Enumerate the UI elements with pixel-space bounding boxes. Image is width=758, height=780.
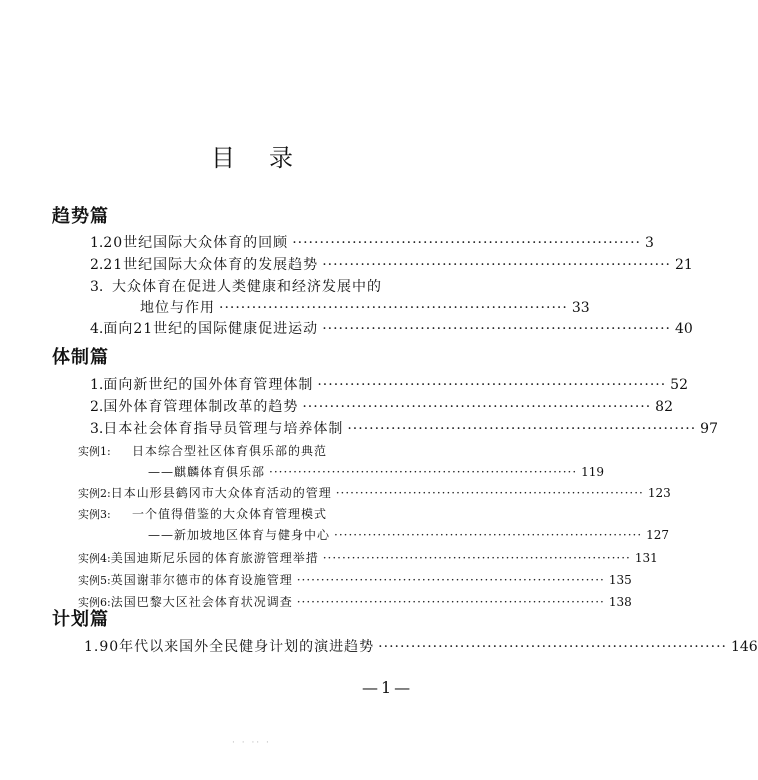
toc-entry[interactable] <box>90 318 693 338</box>
entry-page: 146 <box>730 639 758 655</box>
entry-page: 40 <box>675 321 693 337</box>
toc-entry-continuation[interactable] <box>148 526 670 543</box>
entry-page: 3 <box>645 235 654 251</box>
entry-title: 一个值得借鉴的大众体育管理模式 <box>132 507 328 521</box>
dot-leader: ································································ <box>322 551 631 565</box>
entry-number: 2. <box>90 257 104 273</box>
entry-title: ——新加坡地区体育与健身中心 <box>148 528 331 542</box>
toc-entry[interactable] <box>90 254 693 274</box>
dot-leader: ································································ <box>322 257 671 273</box>
entry-page: 127 <box>646 528 670 542</box>
toc-case-entry[interactable] <box>78 484 671 501</box>
entry-number: 3. <box>90 421 104 437</box>
entry-title: 国外体育管理体制改革的趋势 <box>103 399 299 415</box>
toc-entry[interactable] <box>90 396 673 416</box>
entry-title: 日本综合型社区体育俱乐部的典范 <box>132 444 328 458</box>
dot-leader: ································································ <box>292 235 641 251</box>
entry-page: 138 <box>608 595 632 609</box>
case-number: 实例1: <box>78 445 111 458</box>
entry-title: 大众体育在促进人类健康和经济发展中的 <box>112 279 382 295</box>
toc-entry[interactable] <box>90 232 654 252</box>
dot-leader: ································································ <box>334 528 643 542</box>
dot-leader: ································································ <box>347 421 697 437</box>
page-number: —1— <box>362 678 414 697</box>
entry-title: 地位与作用 <box>140 300 215 316</box>
entry-title: 面向21世纪的国际健康促进运动 <box>103 321 319 337</box>
case-number: 实例3: <box>78 508 111 521</box>
entry-title: 法国巴黎大区社会体育状况调查 <box>110 595 293 609</box>
dot-leader: ································································ <box>335 486 644 500</box>
scan-artifact: · · ·· · <box>232 738 271 748</box>
entry-number: 3. <box>90 279 104 295</box>
toc-entry[interactable] <box>90 418 718 438</box>
entry-page: 97 <box>700 421 718 437</box>
entry-page: 52 <box>670 377 688 393</box>
case-number: 实例5: <box>78 574 111 587</box>
case-number: 实例2: <box>78 487 111 500</box>
dot-leader: ································································ <box>378 639 727 655</box>
toc-case-entry[interactable] <box>78 442 416 459</box>
toc-case-entry[interactable] <box>78 593 632 610</box>
entry-number: 1. <box>90 377 104 393</box>
toc-entry-continuation[interactable] <box>140 297 590 317</box>
toc-entry[interactable] <box>90 374 688 394</box>
entry-title: ——麒麟体育俱乐部 <box>148 465 266 479</box>
entry-title: 日本社会体育指导员管理与培养体制 <box>103 421 344 437</box>
case-number: 实例6: <box>78 596 111 609</box>
entry-number: 2. <box>90 399 104 415</box>
entry-title: 1.90年代以来国外全民健身计划的演进趋势 <box>84 639 375 655</box>
entry-title: 20世纪国际大众体育的回顾 <box>103 235 289 251</box>
toc-case-entry[interactable] <box>78 549 658 566</box>
dot-leader: ································································ <box>296 595 605 609</box>
entry-title: 21世纪国际大众体育的发展趋势 <box>103 257 319 273</box>
entry-number: 4. <box>90 321 104 337</box>
entry-title: 日本山形县鹤冈市大众体育活动的管理 <box>110 486 332 500</box>
toc-case-entry[interactable] <box>78 505 416 522</box>
entry-page: 21 <box>675 257 693 273</box>
dot-leader: ································································ <box>302 399 652 415</box>
entry-title: 英国谢菲尔德市的体育设施管理 <box>110 573 293 587</box>
toc-entry-continuation[interactable] <box>148 463 605 480</box>
section-heading-systems: 体制篇 <box>52 347 109 368</box>
toc-case-entry[interactable] <box>78 571 632 588</box>
entry-page: 119 <box>581 465 605 479</box>
entry-page: 82 <box>655 399 673 415</box>
entry-page: 135 <box>608 573 632 587</box>
dot-leader: ································································ <box>296 573 605 587</box>
dot-leader: ································································ <box>269 465 578 479</box>
entry-number: 1. <box>90 235 104 251</box>
toc-entry[interactable] <box>84 636 758 656</box>
section-heading-plans: 计划篇 <box>52 609 109 630</box>
toc-entry[interactable] <box>90 276 416 296</box>
entry-title: 面向新世纪的国外体育管理体制 <box>103 377 314 393</box>
dot-leader: ································································ <box>317 377 667 393</box>
entry-page: 123 <box>647 486 671 500</box>
dot-leader: ································································ <box>322 321 671 337</box>
entry-page: 131 <box>634 551 658 565</box>
entry-title: 美国迪斯尼乐园的体育旅游管理举措 <box>110 551 319 565</box>
entry-page: 33 <box>571 300 590 316</box>
dot-leader: ································································ <box>219 300 568 316</box>
section-heading-trends: 趋势篇 <box>52 206 109 227</box>
page-title: 目录 <box>211 144 327 172</box>
case-number: 实例4: <box>78 552 111 565</box>
